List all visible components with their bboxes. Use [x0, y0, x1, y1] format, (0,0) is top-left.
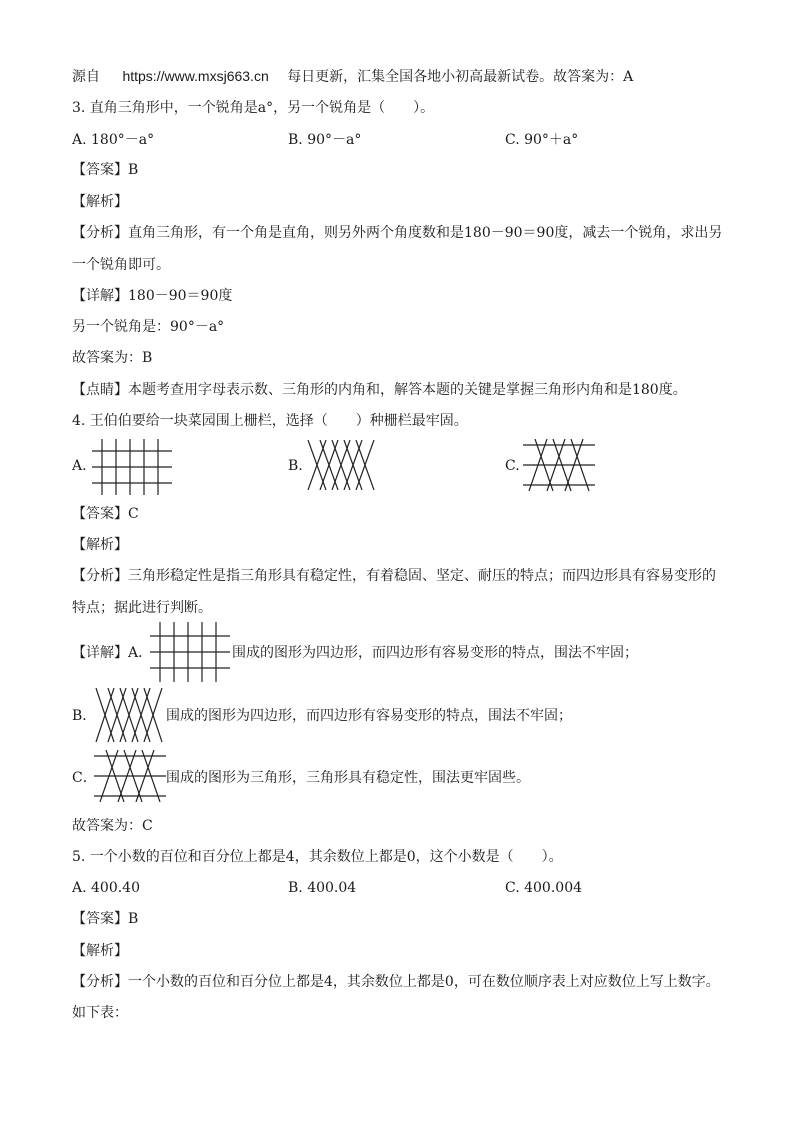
q5-option-b: B. 400.04 — [288, 880, 357, 896]
q3-jiexi: 【解析】 — [72, 194, 128, 210]
q3-answer: 【答案】B — [72, 162, 139, 178]
q5-stem: 5. 一个小数的百位和百分位上都是4，其余数位上都是0，这个小数是（ ）。 — [72, 849, 563, 865]
source-prefix: 源自 — [72, 69, 100, 85]
q4-detail-b-prefix: B． — [72, 708, 97, 724]
fence-parallelogram-figure-detail-b — [94, 688, 164, 742]
q4-option-c-label: C. — [505, 458, 520, 474]
q4-fenxi-line2: 特点；据此进行判断。 — [72, 600, 212, 616]
source-suffix: 每日更新，汇集全国各地小初高最新试卷。故答案为：A — [287, 69, 634, 85]
q4-fenxi-line1: 【分析】三角形稳定性是指三角形具有稳定性，有着稳固、坚定、耐压的特点；而四边形具有容易变形的 — [72, 568, 716, 584]
q5-jiexi: 【解析】 — [72, 943, 128, 959]
q4-detail-a-prefix: 【详解】A． — [72, 645, 153, 661]
q3-option-b: B. 90°－a° — [288, 132, 362, 148]
q4-stem: 4. 王伯伯要给一块菜园围上栅栏，选择（ ）种栅栏最牢固。 — [72, 413, 468, 429]
q4-conclusion: 故答案为：C — [72, 818, 153, 834]
q3-option-c: C. 90°＋a° — [505, 132, 579, 148]
q3-conclusion: 故答案为：B — [72, 350, 153, 366]
q5-option-c: C. 400.004 — [505, 880, 583, 896]
fence-parallelogram-figure-b — [306, 440, 376, 490]
fence-triangle-figure-detail-c — [94, 750, 166, 802]
q3-option-a: A. 180°－a° — [72, 132, 155, 148]
q3-detail-line1: 【详解】180－90＝90度 — [72, 288, 233, 304]
q3-fenxi-line2: 一个锐角即可。 — [72, 257, 170, 273]
q4-detail-b-text: 围成的图形为四边形，而四边形有容易变形的特点，围法不牢固； — [166, 708, 572, 724]
q5-fenxi-line2: 如下表： — [72, 1005, 128, 1021]
fence-grid-figure-detail-a — [150, 622, 230, 682]
fence-triangle-figure-c — [523, 439, 595, 491]
q5-option-a: A. 400.40 — [72, 880, 140, 896]
q3-detail-line2: 另一个锐角是：90°－a° — [72, 319, 225, 335]
q3-stem: 3. 直角三角形中，一个锐角是a°，另一个锐角是（ ）。 — [72, 100, 435, 116]
q4-detail-c-text: 围成的图形为三角形，三角形具有稳定性，围法更牢固些。 — [166, 770, 530, 786]
q3-dianjing: 【点睛】本题考查用字母表示数、三角形的内角和，解答本题的关键是掌握三角形内角和是180度。 — [72, 382, 687, 398]
source-url[interactable]: https://www.mxsj663.cn — [122, 68, 269, 84]
q4-option-a-label: A. — [72, 458, 87, 474]
q4-jiexi: 【解析】 — [72, 537, 128, 553]
q5-answer: 【答案】B — [72, 911, 139, 927]
q4-answer: 【答案】C — [72, 506, 139, 522]
q4-detail-c-prefix: C． — [72, 770, 97, 786]
q5-fenxi-line1: 【分析】一个小数的百位和百分位上都是4，其余数位上都是0，可在数位顺序表上对应数位上写上数字。 — [72, 974, 720, 990]
q4-option-b-label: B. — [288, 458, 303, 474]
q4-detail-a-text: 围成的图形为四边形，而四边形有容易变形的特点，围法不牢固； — [232, 645, 638, 661]
fence-grid-figure-a — [92, 439, 172, 495]
q3-fenxi-line1: 【分析】直角三角形，有一个角是直角，则另外两个角度数和是180－90＝90度，减去一个锐角，求出另 — [72, 225, 723, 241]
source-line — [72, 66, 633, 87]
